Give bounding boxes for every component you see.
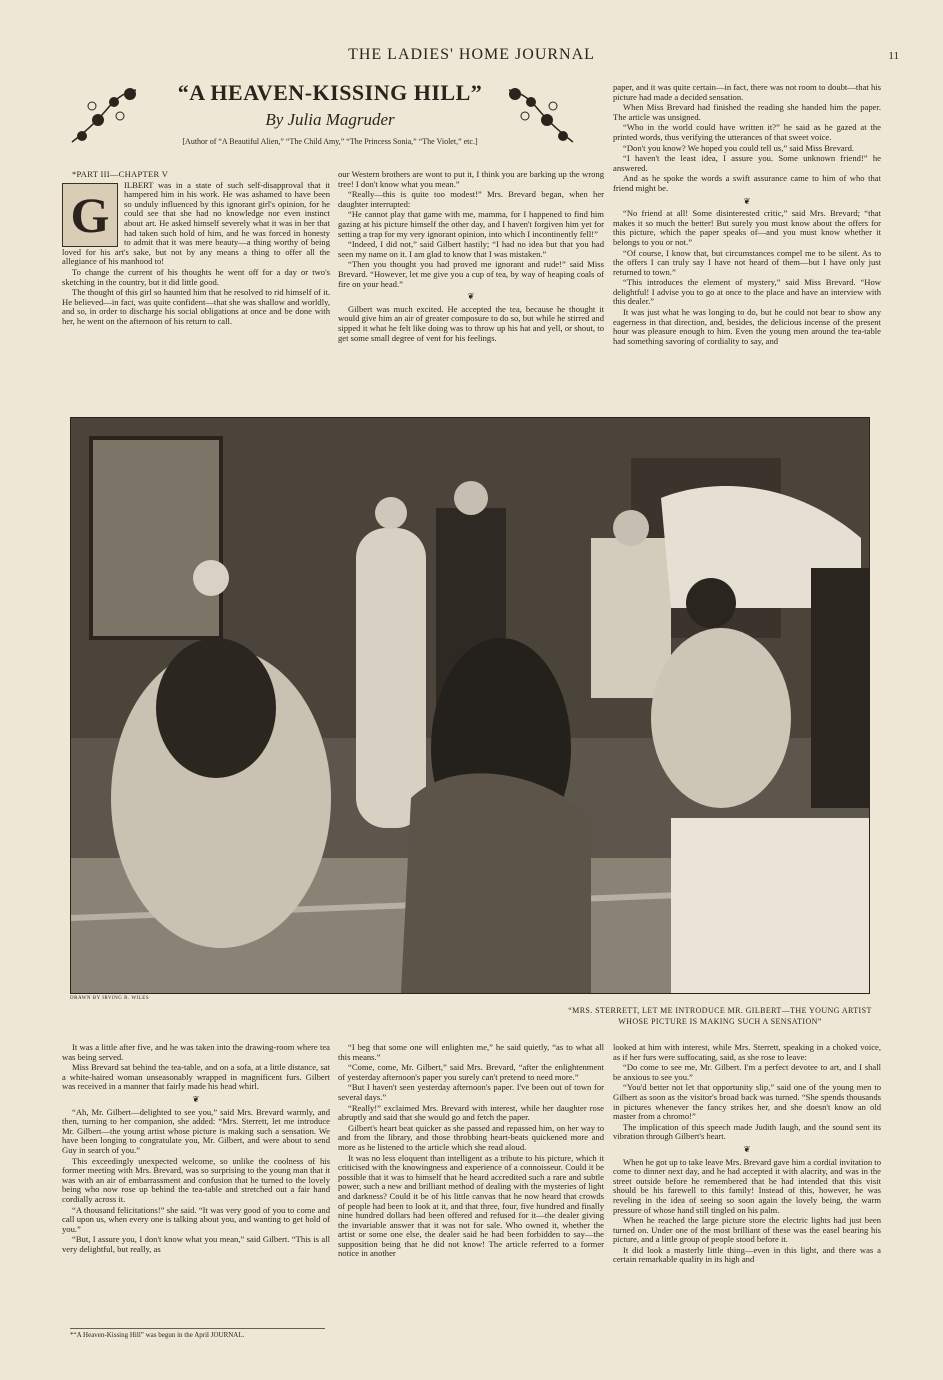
paragraph: To change the current of his thoughts he went off for a day or two's sketching in the country, but it did little good. [62,266,330,287]
paragraph: “You'd better not let that opportunity slip,” said one of the young men to Gilbert as soon as the visitor's broad back was turned. “She spends thousands in pictures whenever the fancy strikes her, and she doesn't know an old master from a chromo!” [613,1082,881,1122]
paragraph: “Who in the world could have written it?” he said as he gazed at the printed words, thus verifying the utterances of that sweet voice. [613,122,881,142]
paragraph: “I haven't the least idea, I assure you. Some unknown friend!” he answered. [613,153,881,173]
paragraph: “Ah, Mr. Gilbert—delighted to see you,” said Mrs. Brevard warmly, and then, turning to her companion, she added: “Mrs. Sterrett, let me introduce Mr. Gilbert—the young artist whose picture is making such a sensation. We have been longing to congratulate you, Mr. Gilbert, and were about to send Guy in search of you.” [62,1106,330,1155]
article-title: “A HEAVEN-KISSING HILL” [177,80,483,105]
paragraph: When Miss Brevard had finished the reading she handed him the paper. The article was unsigned. [613,102,881,122]
column-top-right [613,83,881,415]
paragraph: When he reached the large picture store the electric lights had just been turned on. Under one of the most brilliant of these was the easel bearing his picture, and a little group of people stood before it. [613,1215,881,1245]
paragraph: “This introduces the element of mystery,” said Miss Brevard. “How delightful! I advise you to go at once to the place and have an interview with this dealer.” [613,277,881,307]
illustration-caption: “MRS. STERRETT, LET ME INTRODUCE MR. GILBERT—THE YOUNG ARTIST WHOSE PICTURE IS MAKING SUCH A SENSATION” [568,1006,872,1026]
paragraph: “Really!” exclaimed Mrs. Brevard with interest, while her daughter rose abruptly and said that she would go and fetch the paper. [338,1102,604,1123]
column-top-middle [338,170,604,415]
paragraph: And as he spoke the words a swift assurance came to him of who that friend might be. [613,173,881,193]
column-bottom-left [62,1043,330,1325]
journal-masthead: THE LADIES' HOME JOURNAL [348,46,595,63]
paragraph: our Western brothers are wont to put it, I think you are barking up the wrong tree! I don't know what you mean.” [338,170,604,189]
paragraph: paper, and it was quite certain—in fact, there was not room to doubt—that his picture had made a decided sensation. [613,83,881,102]
section-divider-icon: ❦ [192,1093,200,1104]
paragraph: It did look a masterly little thing—even in this light, and there was a certain remarkable quality in its high and [613,1244,881,1265]
paragraph: It was a little after five, and he was taken into the drawing-room where tea was being served. [62,1043,330,1062]
paragraph: Gilbert was much excited. He accepted the tea, because he thought it would give him an air of greater composure to do so, but while he stirred and sipped it what he felt like doing was to throw up his hat and yell, or shout, to get some small degree of vent for his feelings. [338,303,604,343]
decorative-initial: G [62,183,118,247]
paragraph: “But I haven't seen yesterday afternoon's paper. I've been out of town for several days.” [338,1082,604,1102]
paragraph: Gilbert's heart beat quicker as she passed and repassed him, on her way to and from the library, and those throbbing heart-beats quickened more and more as he listened to the article which she read aloud. [338,1122,604,1152]
paragraph: It was no less eloquent than intelligent as a tribute to his picture, which it criticised with the knowingness and experience of a connoisseur. Could it be possible that it was to himself that he heard accredited such a rare and subtle power, such a new and brilliant method of dealing with the mysteries of light and darkness? Could it be of his little canvas that he now heard that crowds of people had been to look at it, and that three, four, five hundred and finally nine hundred dollars had been offered and refused for it—the dealer giving the invariable answer that it was not for sale. Who owned it, whether the artist or some one else, the dealer said he had been forbidden to say—the supposition being that he did not know! The article referred to a former notice in another [338,1152,604,1259]
paragraph: “But, I assure you, I don't know what you mean,” said Gilbert. “This is all very delightful, but really, as [62,1234,330,1254]
column-bottom-middle [338,1043,604,1343]
footnote: *“A Heaven-Kissing Hill” was begun in the April JOURNAL. [70,1328,325,1339]
paragraph: The implication of this speech made Judith laugh, and the sound sent its vibration through Gilbert's heart. [613,1121,881,1142]
page-number: 11 [888,50,899,62]
paragraph: ILBERT was in a state of such self-disapproval that it hampered him in his work. He was ashamed to have been so unduly influenced by this ignorant girl's opinion, for he could see that she had no knowledge nor even instinct about art. He asked himself severely what it was in her that had taken such hold of him, and he was forced in honesty to admit that it was mere beauty—a thing worthy of being loved for his art's sake, but not by any means a thing to offer all the allegiance of his manhood to! [62,179,330,267]
paragraph: “I beg that some one will enlighten me,” he said quietly, “as to what all this means.” [338,1043,604,1062]
paragraph: This exceedingly unexpected welcome, so unlike the coolness of his former meeting with Mrs. Brevard, was so surprising to the young man that it was with an air of embarrassment and confusion that he turned to the lovely being who now rose up behind the tea-table and stretched out a fair hand cordially across it. [62,1155,330,1204]
paragraph: “Indeed, I did not,” said Gilbert hastily; “I had no idea but that you had seen my name on it. I am glad to know that I was mistaken.” [338,239,604,259]
author-credits: [Author of “A Beautiful Alien,” “The Child Amy,” “The Princess Sonia,” “The Violet,” etc.] [182,137,478,146]
column-bottom-right [613,1043,881,1343]
paragraph: “Of course, I know that, but circumstances compel me to be silent. As to the offers I can truly say I have not heard of them—but I have only just returned to town.” [613,247,881,277]
paragraph: “Then you thought you had proved me ignorant and rude!” said Miss Brevard. “However, let me give you a cup of tea, by way of heaping coals of fire on your head.” [338,259,604,289]
paragraph: “Do come to see me, Mr. Gilbert. I'm a perfect devotee to art, and I shall be anxious to see you.” [613,1062,881,1082]
illustration-drawing-room-scene [70,417,870,994]
paragraph: It was just what he was longing to do, but he could not bear to show any eagerness in that direction, and, besides, the delicious incense of the present hour was pleasure enough to him. Even the young men around the tea-table had something savoring of cordiality to say, and [613,307,881,346]
illustration-image [71,418,869,993]
section-divider-icon: ❦ [467,291,475,302]
paragraph: The thought of this girl so haunted him that he resolved to rid himself of it. He believed—in fact, was quite confident—that she was shallow and worldly, and so, in order to discharge his social obligations at once and be done with her, he went on the afternoon of his return to call. [62,287,330,326]
paragraph: “He cannot play that game with me, mamma, for I happened to find him gazing at his picture himself the other day, and I haven't forgiven him yet for setting a trap for my very ignorant opinion, into which I incontinently fell!” [338,209,604,239]
paragraph: “No friend at all! Some disinterested critic,” said Mrs. Brevard; “that makes it so much the better! But surely you must know about the offers for this picture, which the paper speaks of—and you must know whether it belongs to you or not.” [613,208,881,247]
article-byline: By Julia Magruder [265,110,395,129]
paragraph: “Really—this is quite too modest!” Mrs. Brevard began, when her daughter interrupted: [338,189,604,209]
paragraph: looked at him with interest, while Mrs. Sterrett, speaking in a choked voice, as if her furs were suffocating, said, as she rose to leave: [613,1043,881,1062]
paragraph: “Don't you know? We hoped you could tell us,” said Miss Brevard. [623,142,855,153]
section-divider-icon: ❦ [743,195,751,206]
column-top-left [62,170,330,415]
paragraph: “A thousand felicitations!” she said. “It was very good of you to come and call upon us, when every one is talking about you, and wanting to get hold of you.” [62,1204,330,1234]
paragraph: When he got up to take leave Mrs. Brevard gave him a cordial invitation to come to dinner next day, and he had accepted it with alacrity, and was in the street outside before he remembered that he had intended that this visit should be his farewell to this family! Instead of this, however, he was reveling in the idea of seeing so soon again the lovely being, the warm pressure of whose hand still tingled on his palm. [613,1156,881,1215]
paragraph: Miss Brevard sat behind the tea-table, and on a sofa, at a little distance, sat a white-haired woman unseasonably wrapped in magnificent furs. Gilbert was received in a manner that fairly made his head whirl. [62,1062,330,1092]
illustration-credit: DRAWN BY IRVING R. WILES [70,996,150,1001]
chapter-heading: *PART III—CHAPTER V [72,170,169,179]
section-divider-icon: ❦ [743,1143,751,1154]
paragraph: “Come, come, Mr. Gilbert,” said Mrs. Brevard, “after the enlightenment of yesterday afternoon's paper you surely can't pretend to need more.” [338,1062,604,1082]
